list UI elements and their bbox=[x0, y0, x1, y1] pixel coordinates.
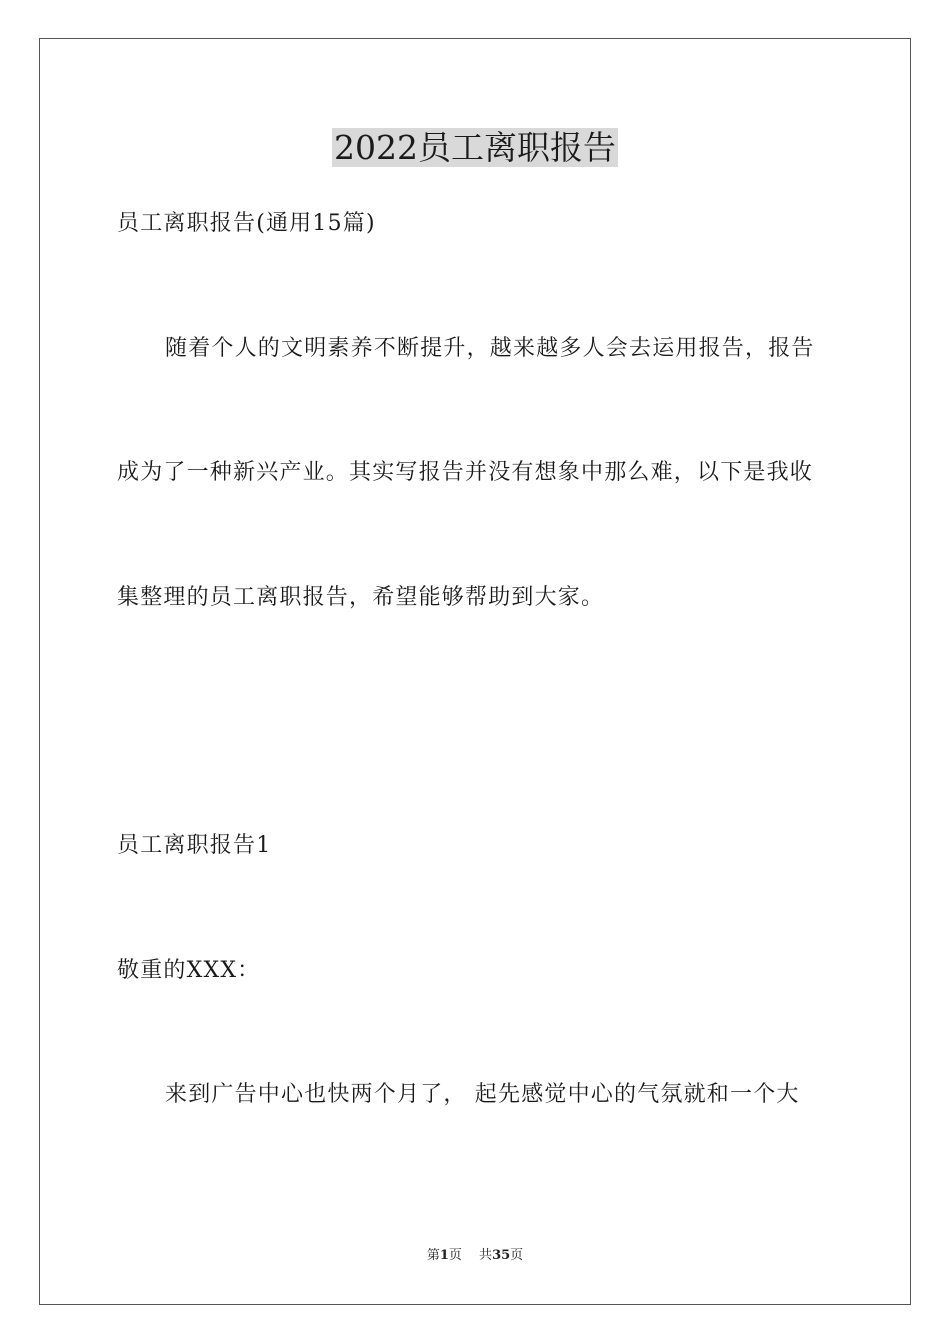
footer-total-suffix: 页 bbox=[510, 1248, 524, 1263]
document-title-text: 2022员工离职报告 bbox=[334, 128, 616, 167]
body-paragraph-line-1: 来到广告中心也快两个月了， 起先感觉中心的气氛就和一个大 bbox=[165, 1082, 800, 1107]
footer-total-pages: 35 bbox=[492, 1248, 511, 1263]
footer-page-prefix: 第 bbox=[426, 1248, 440, 1263]
section-heading: 员工离职报告1 bbox=[117, 833, 272, 858]
page-footer bbox=[0, 1247, 950, 1265]
salutation: 敬重的XXX： bbox=[117, 958, 261, 983]
intro-paragraph-line-2: 成为了一种新兴产业。其实写报告并没有想象中那么难，以下是我收 bbox=[117, 460, 814, 485]
intro-paragraph-line-1: 随着个人的文明素养不断提升，越来越多人会去运用报告，报告 bbox=[165, 336, 815, 361]
footer-total-prefix: 共 bbox=[479, 1248, 493, 1263]
document-subtitle: 员工离职报告(通用15篇) bbox=[117, 211, 376, 236]
intro-paragraph-line-3: 集整理的员工离职报告，希望能够帮助到大家。 bbox=[117, 585, 605, 610]
footer-page-number: 1 bbox=[439, 1248, 449, 1263]
document-title bbox=[0, 126, 950, 170]
footer-page-suffix: 页 bbox=[448, 1248, 462, 1263]
